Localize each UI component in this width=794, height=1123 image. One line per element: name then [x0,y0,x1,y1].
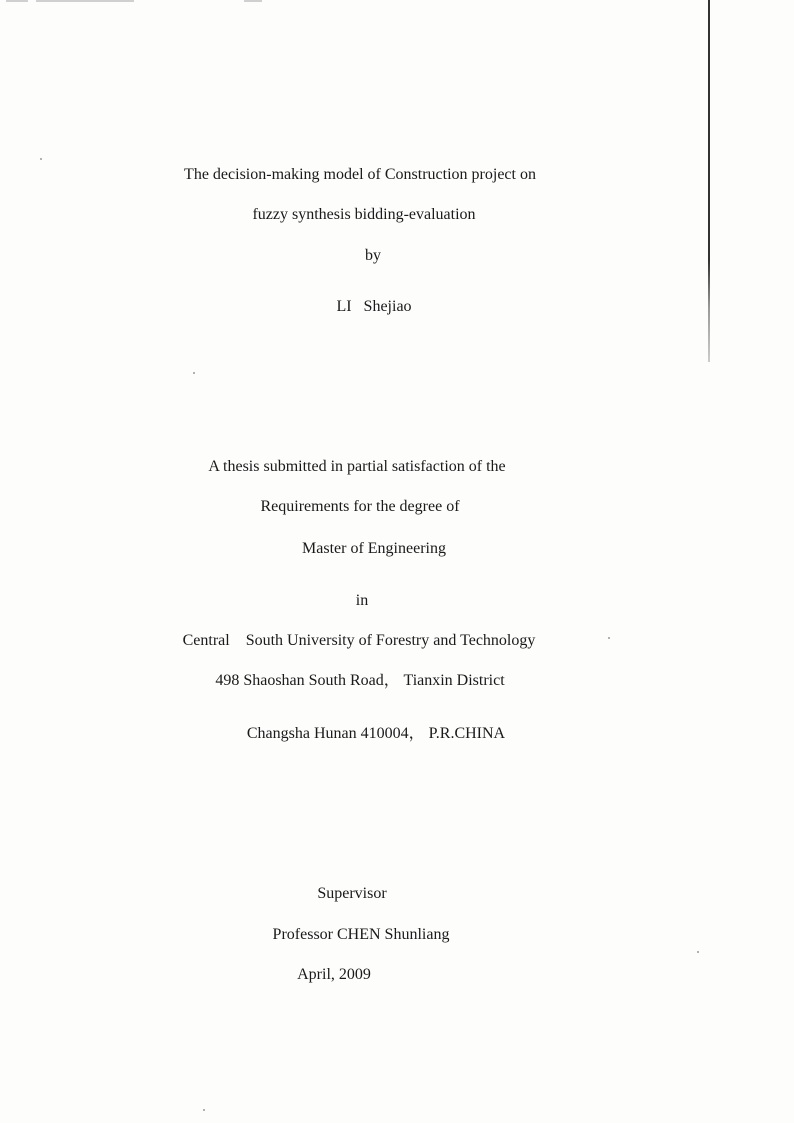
scan-speck [697,951,699,953]
thesis-title-line-2: fuzzy synthesis bidding-evaluation [252,206,476,223]
supervisor-label: Supervisor [317,885,387,902]
scan-speck [203,1109,205,1111]
author-name: LI Shejiao [336,298,412,315]
thesis-statement-line-1: A thesis submitted in partial satisfaction of the [208,458,506,475]
page-edge-rule [708,0,710,362]
scan-speck [193,372,195,374]
scan-speck [40,158,42,160]
scan-speck [608,637,610,639]
by-label: by [365,247,381,264]
thesis-statement-line-2: Requirements for the degree of [260,498,460,515]
supervisor-name: Professor CHEN Shunliang [272,926,450,943]
thesis-title-line-1: The decision-making model of Construction project on [184,166,536,183]
university-address-line-2: Changsha Hunan 410004， P.R.CHINA [246,725,506,742]
scan-artifact-top [0,0,560,3]
degree-name: Master of Engineering [302,540,446,557]
in-label: in [355,592,369,609]
university-name: Central South University of Forestry and Technology [182,632,536,649]
submission-date: April, 2009 [297,966,371,983]
university-address-line-1: 498 Shaoshan South Road， Tianxin District [215,672,505,689]
